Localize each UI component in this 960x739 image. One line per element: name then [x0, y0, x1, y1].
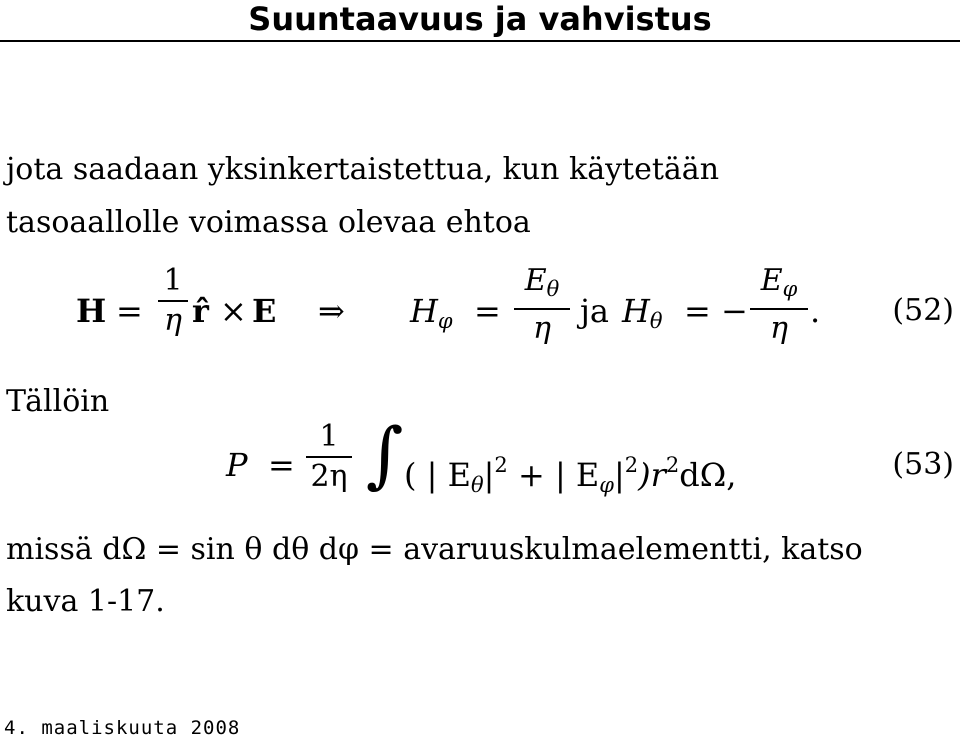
body-tallin: Tällöin [6, 384, 110, 419]
eq53-fraction [306, 420, 352, 494]
eq52-equals-minus: = − [684, 292, 748, 330]
eq52-Hphi [410, 292, 453, 340]
eq53-expr-e: )r [638, 456, 666, 494]
eq53-P: P [226, 446, 248, 484]
footer-date: 4. maaliskuuta 2008 [4, 717, 241, 739]
eq53-equals: = [268, 446, 295, 484]
eq53-sup-b: 2 [494, 453, 508, 477]
eq53-expr-b: | [483, 456, 495, 494]
eq53-frac-den-text: 2η [310, 459, 348, 494]
eq52-frac3-den: η [770, 311, 788, 346]
eq52-fraction-1 [158, 264, 188, 338]
eq52-frac1-den: η [164, 303, 182, 338]
eq52-frac3-num [750, 264, 808, 306]
eq52-Htheta-base: H [622, 292, 650, 330]
eq52-fraction-3 [750, 264, 808, 346]
eq52-Hphi-sub: φ [437, 309, 453, 333]
eq52-ja: ja [580, 292, 609, 330]
eq52-frac2-den: η [533, 311, 551, 346]
eq53-expr-a: ( | E [404, 456, 471, 494]
eq52-frac2-bar [514, 308, 570, 310]
body-line-kuva: kuva 1-17. [6, 584, 165, 619]
eq52-Htheta-sub: θ [649, 309, 663, 333]
eq52-equals-2: = [474, 292, 501, 330]
body-line-1: jota saadaan yksinkertaistettua, kun käytetään [6, 152, 720, 187]
eq52-fraction-2 [514, 264, 570, 346]
eq52-Htheta [622, 292, 663, 340]
eq52-period: . [810, 292, 821, 330]
eq53-integral: ∫ [366, 412, 404, 496]
eq52-rhat: r̂ [192, 292, 209, 330]
eq53-frac-num: 1 [319, 419, 339, 454]
eq52-frac3-num-base: E [760, 263, 783, 298]
eq53-sup-d: 2 [624, 453, 639, 477]
eq52-cross: × [220, 292, 247, 330]
eq52-frac3-bar [750, 308, 808, 310]
eq53-expression [404, 446, 736, 504]
eq52-E: E [252, 292, 277, 330]
equation-52 [0, 262, 960, 372]
eq53-expr-d: | [613, 456, 625, 494]
equation-53 [0, 412, 960, 530]
eq52-implies: ⇒ [318, 292, 345, 330]
eq52-frac2-num [514, 264, 570, 306]
eq53-expr-f: dΩ, [679, 456, 737, 494]
eq53-sup-e: 2 [665, 453, 680, 477]
eq52-frac2-num-base: E [524, 263, 547, 298]
eq52-frac1-num: 1 [163, 263, 183, 298]
eq52-H: H [76, 292, 107, 330]
body-line-missa: missä dΩ = sin θ dθ dφ = avaruuskulmaelementti, katso [6, 532, 863, 567]
eq52-frac3-num-sub: φ [782, 277, 798, 301]
eq53-frac-den [306, 460, 352, 494]
title-rule [0, 40, 960, 42]
body-line-2: tasoaallolle voimassa olevaa ehtoa [6, 205, 531, 240]
eq52-equals: = [116, 292, 143, 330]
eq53-frac-bar [306, 456, 352, 458]
eq53-sub-c: φ [599, 473, 614, 497]
eq53-sub-a: θ [470, 473, 484, 497]
eq52-frac1-bar [158, 300, 188, 302]
eq52-frac2-num-sub: θ [546, 277, 560, 301]
eq53-number: (53) [892, 447, 954, 482]
eq52-number: (52) [892, 293, 954, 328]
eq53-expr-c: + | E [507, 456, 600, 494]
slide-title: Suuntaavuus ja vahvistus [248, 0, 712, 38]
eq52-Hphi-base: H [410, 292, 438, 330]
